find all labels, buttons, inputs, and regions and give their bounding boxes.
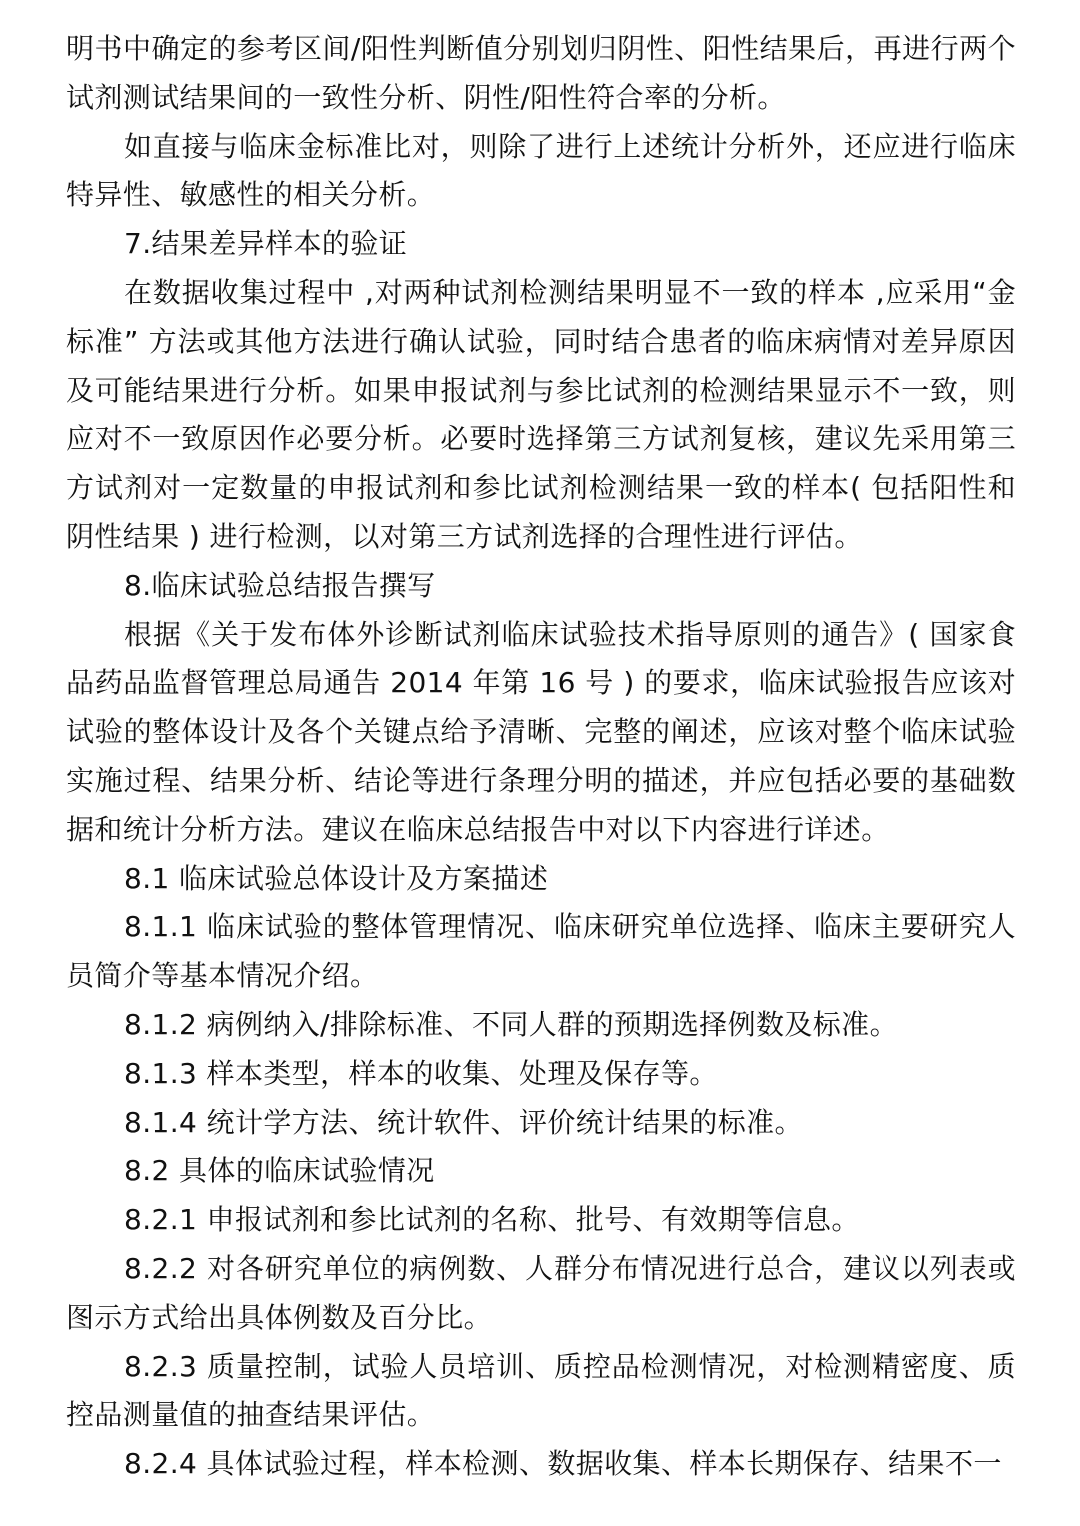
item-8-1-2: 8.1.2 病例纳入/排除标准、不同人群的预期选择例数及标准。 bbox=[124, 1007, 898, 1041]
item-8-2-2: 8.2.2 对各研究单位的病例数、人群分布情况进行总合，建议以列表或图示方式给出具体例数及百分比。 bbox=[66, 1251, 1016, 1334]
document-body bbox=[66, 25, 1016, 1489]
heading-section-8-2: 8.2 具体的临床试验情况 bbox=[124, 1154, 435, 1188]
item-8-2-1: 8.2.1 申报试剂和参比试剂的名称、批号、有效期等信息。 bbox=[124, 1203, 860, 1237]
paragraph-gold-standard: 如直接与临床金标准比对，则除了进行上述统计分析外，还应进行临床特异性、敏感性的相关分析。 bbox=[66, 129, 1016, 212]
item-8-2-4: 8.2.4 具体试验过程，样本检测、数据收集、样本长期保存、结果不一 bbox=[124, 1447, 1002, 1481]
item-8-2-3: 8.2.3 质量控制，试验人员培训、质控品检测情况，对检测精密度、质控品测量值的抽查结果评估。 bbox=[66, 1349, 1016, 1432]
paragraph-report-requirements: 根据《关于发布体外诊断试剂临床试验技术指导原则的通告》( 国家食品药品监督管理总局通告 2014 年第 16 号 ) 的要求，临床试验报告应该对试验的整体设计及各个关键点给予清晰、完整的阐述，应该对整个临床试验实施过程、结果分析、结论等进行条理分明的描述，并应包括必要的基础数据和统计分析方法。建议在临床总结报告中对以下内容进行详述。 bbox=[66, 617, 1016, 846]
item-8-1-4: 8.1.4 统计学方法、统计软件、评价统计结果的标准。 bbox=[124, 1105, 803, 1139]
item-8-1-3: 8.1.3 样本类型，样本的收集、处理及保存等。 bbox=[124, 1056, 718, 1090]
heading-section-8-1: 8.1 临床试验总体设计及方案描述 bbox=[124, 861, 549, 895]
item-8-1-1: 8.1.1 临床试验的整体管理情况、临床研究单位选择、临床主要研究人员简介等基本情况介绍。 bbox=[66, 910, 1016, 993]
heading-section-7: 7.结果差异样本的验证 bbox=[124, 227, 408, 261]
paragraph-continuation: 明书中确定的参考区间/阳性判断值分别划归阴性、阳性结果后，再进行两个试剂测试结果间的一致性分析、阴性/阳性符合率的分析。 bbox=[66, 32, 1016, 114]
paragraph-discrepancy-verification: 在数据收集过程中 ,对两种试剂检测结果明显不一致的样本 ,应采用“金标准” 方法或其他方法进行确认试验，同时结合患者的临床病情对差异原因及可能结果进行分析。如果申报试剂与参比试剂的检测结果显示不一致，则应对不一致原因作必要分析。必要时选择第三方试剂复核，建议先采用第三方试剂对一定数量的申报试剂和参比试剂检测结果一致的样本( 包括阳性和阴性结果 ) 进行检测，以对第三方试剂选择的合理性进行评估。 bbox=[66, 275, 1016, 553]
heading-section-8: 8.临床试验总结报告撰写 bbox=[124, 568, 436, 602]
